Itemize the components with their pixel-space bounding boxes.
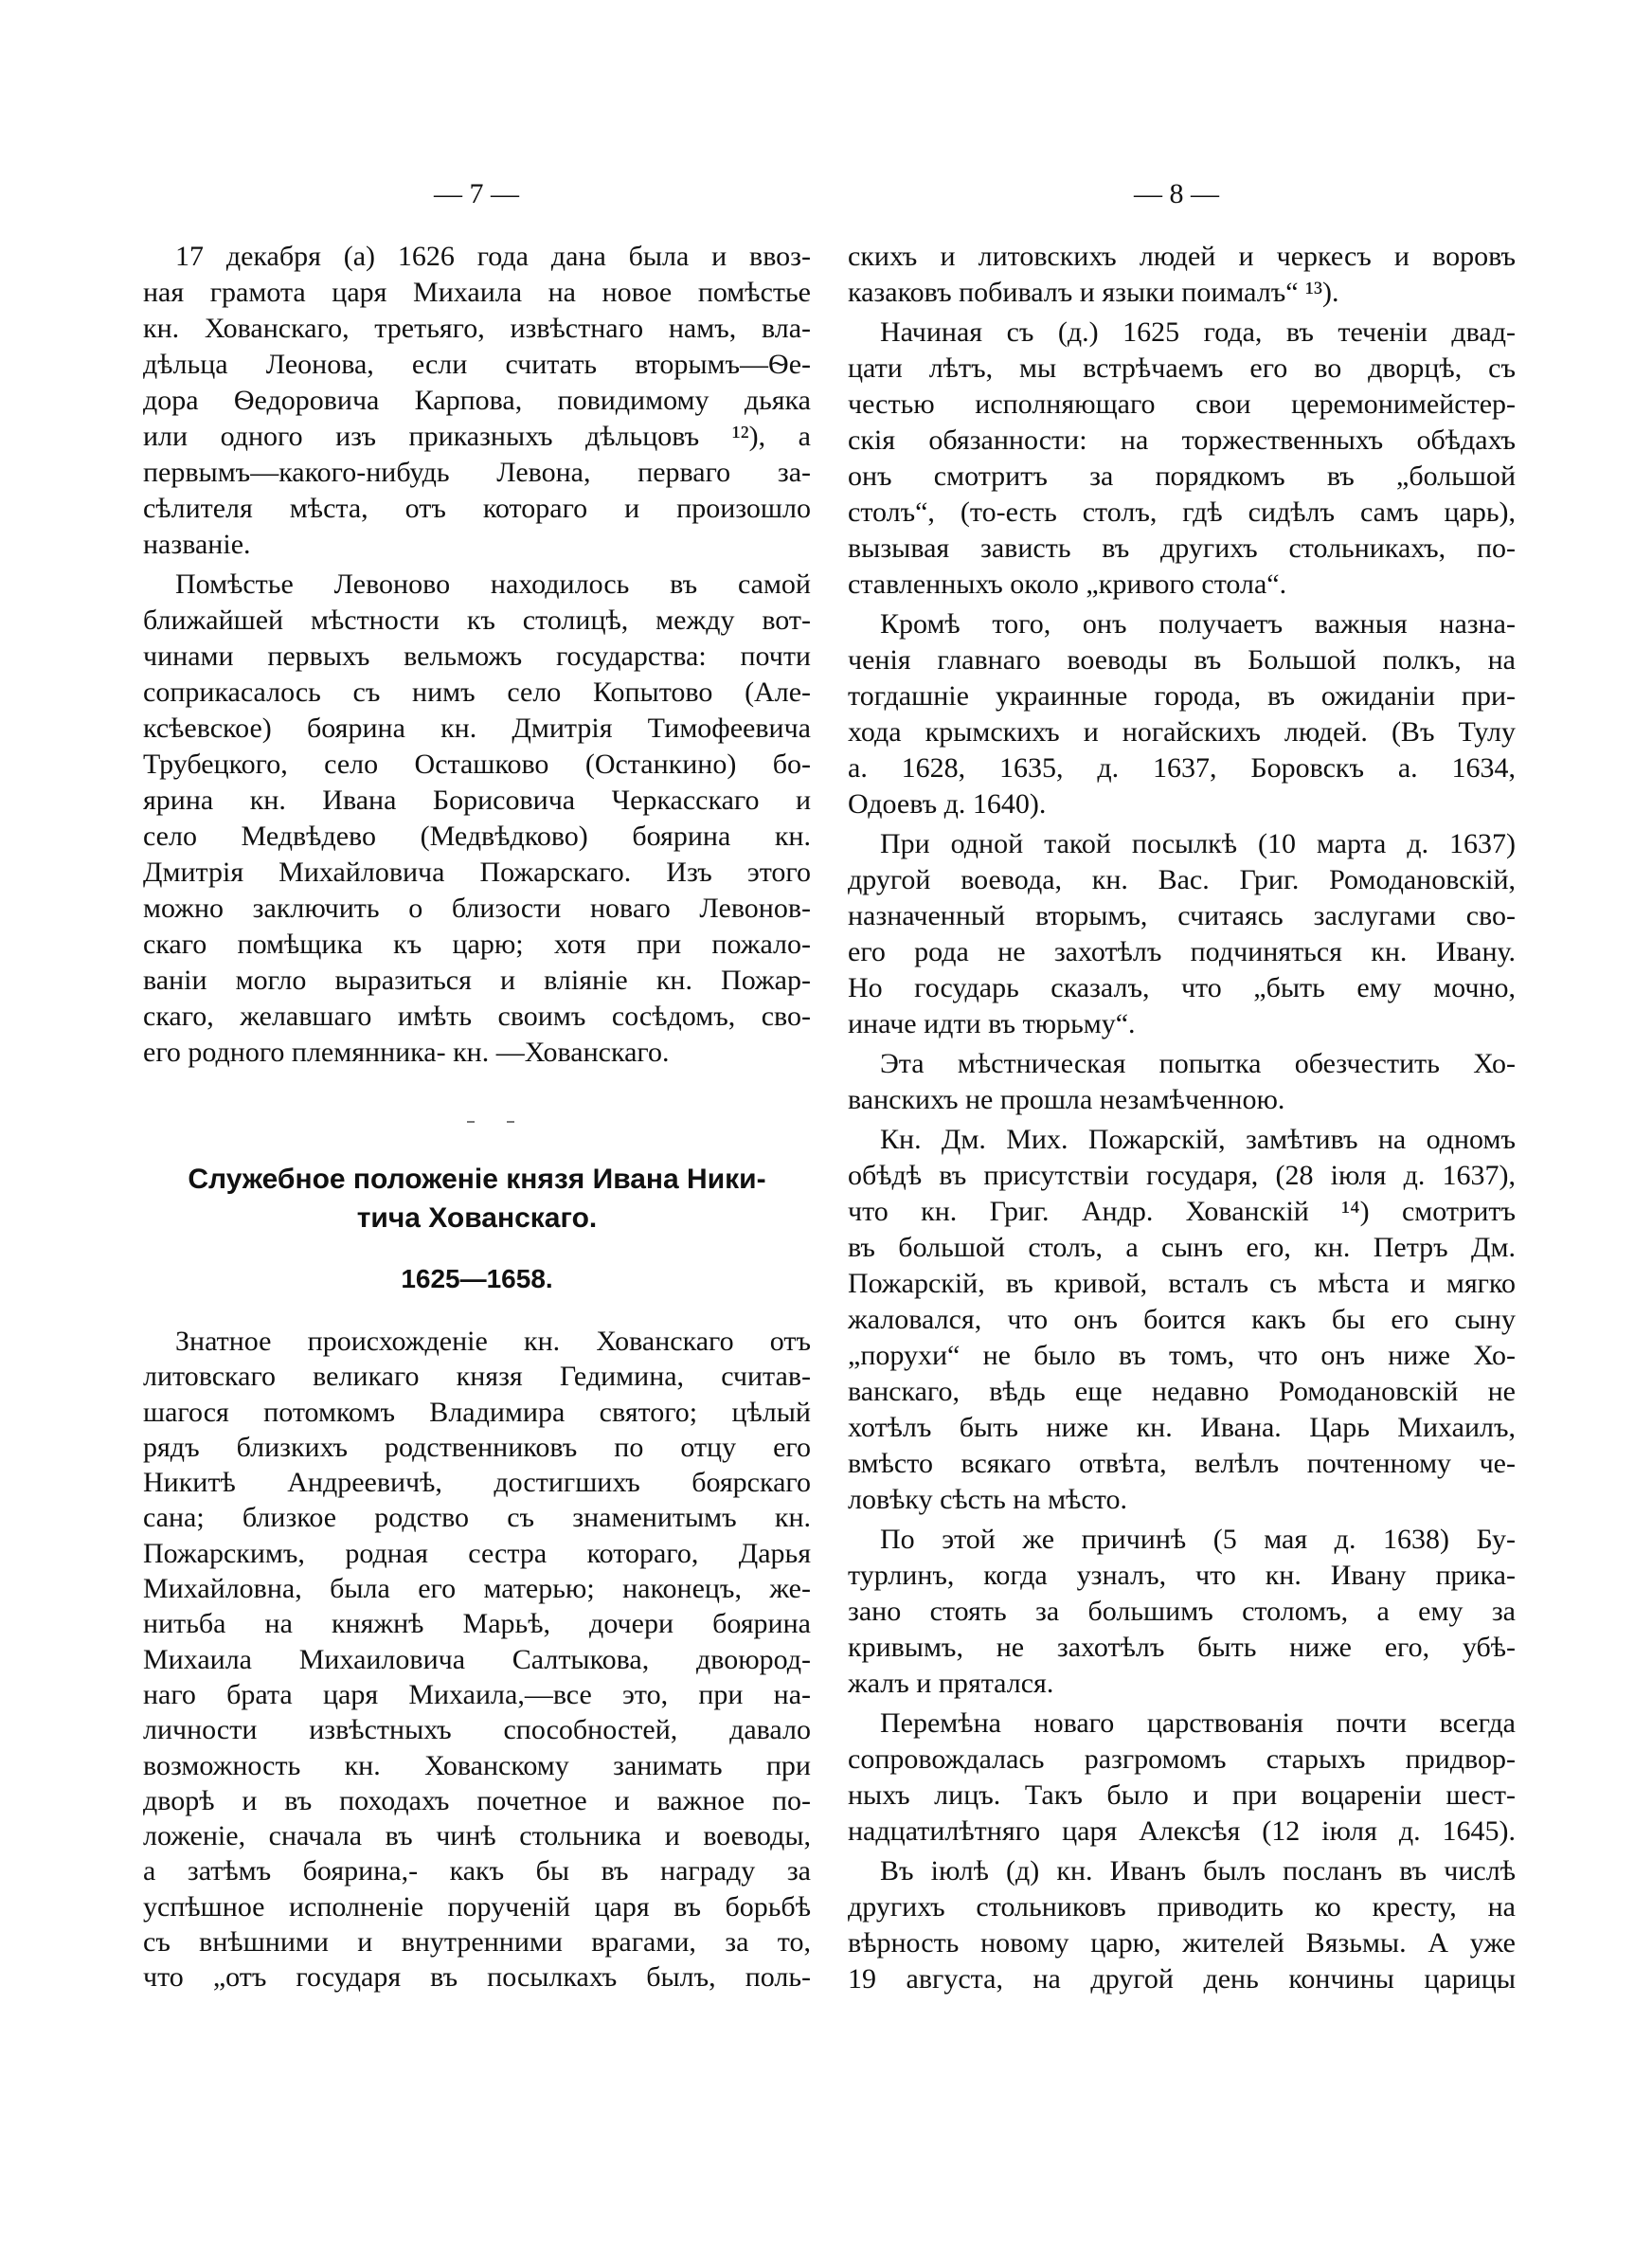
text-line: ванскаго, вѣдь еще недавно Ромодановскій не: [848, 1376, 1516, 1407]
text-line: столъ“, (то-есть столъ, гдѣ сидѣлъ самъ царь),: [848, 497, 1516, 528]
text-line: Въ іюлѣ (д) кн. Иванъ былъ посланъ въ числѣ: [880, 1855, 1516, 1887]
page-number-right: — 8 —: [1134, 178, 1219, 209]
text-line: его родного племянника- кн. —Хованскаго.: [143, 1037, 670, 1068]
paragraph: [143, 1324, 811, 1995]
text-line: казаковъ побивалъ и языки поималъ“ ¹³).: [848, 277, 1339, 308]
text-line: ванскихъ не прошла незамѣченною.: [848, 1084, 1285, 1115]
page-number-left: — 7 —: [434, 178, 519, 209]
text-line: соприкасалось съ нимъ село Копытово (Але-: [143, 677, 811, 708]
paragraph: [143, 239, 811, 563]
text-line: ченія главнаго воеводы въ Большой полкъ, на: [848, 644, 1516, 676]
text-line: нитьба на княжнѣ Марьѣ, дочери боярина: [143, 1608, 811, 1640]
text-line: вмѣсто всякаго отвѣта, велѣлъ почтенному че-: [848, 1448, 1516, 1479]
text-line: Но государь сказалъ, что „быть ему мочно,: [848, 972, 1516, 1003]
text-line: жалъ и прятался.: [848, 1668, 1054, 1699]
text-line: кн. Хованскаго, третьяго, извѣстнаго намъ, вла-: [143, 313, 811, 344]
text-line: чинами первыхъ вельможъ государства: почти: [143, 641, 811, 672]
text-line: ловѣку сѣсть на мѣсто.: [848, 1484, 1127, 1515]
text-line: личности извѣстныхъ способностей, давало: [143, 1714, 811, 1746]
text-line: Кромѣ того, онъ получаетъ важныя назна-: [880, 608, 1516, 640]
text-line: Эта мѣстническая попытка обезчестить Хо-: [880, 1048, 1516, 1079]
text-line: что „отъ государя въ посылкахъ былъ, поль-: [143, 1961, 811, 1994]
text-line: иначе идти въ тюрьму“.: [848, 1008, 1136, 1039]
text-line: хода крымскихъ и ногайскихъ людей. (Въ Тулу: [848, 716, 1516, 748]
text-line: или одного изъ приказныхъ дѣльцовъ ¹²), а: [143, 421, 811, 452]
text-line: наго брата царя Михаила,—все это, при на-: [143, 1678, 811, 1710]
text-line: жаловался, что онъ боится какъ бы его сыну: [848, 1304, 1516, 1335]
text-line: тогдашніе украинные города, въ ожиданіи при-: [848, 680, 1516, 712]
text-line: Перемѣна новаго царствованія почти всегда: [880, 1707, 1516, 1739]
text-line: рядъ близкихъ родственниковъ по отцу его: [143, 1431, 811, 1463]
text-line: Дмитрія Михайловича Пожарскаго. Изъ этого: [143, 857, 811, 888]
text-line: турлинъ, когда узналъ, что кн. Ивану прика-: [848, 1560, 1516, 1591]
paragraph: [848, 1522, 1516, 1702]
text-line: шагося потомкомъ Владимира святого; цѣлый: [143, 1396, 811, 1428]
text-line: вызывая зависть въ другихъ стольникахъ, по-: [848, 533, 1516, 564]
text-line: 19 августа, на другой день кончины царицы: [848, 1963, 1516, 1995]
text-line: Никитѣ Андреевичѣ, достигшихъ боярскаго: [143, 1467, 811, 1499]
text-line: Трубецкого, село Осташково (Останкино) бо-: [143, 749, 811, 780]
text-line: село Медвѣдево (Медвѣдково) боярина кн.: [143, 821, 811, 852]
text-line: Пожарскимъ, родная сестра котораго, Дарья: [143, 1537, 811, 1569]
text-line: его рода не захотѣлъ подчиняться кн. Ивану.: [848, 936, 1516, 967]
paragraph: [848, 315, 1516, 603]
text-line: 17 декабря (а) 1626 года дана была и ввоз-: [175, 241, 811, 272]
text-line: При одной такой посылкѣ (10 марта д. 1637): [880, 828, 1516, 859]
text-line: ваніи могло выразиться и вліяніе кн. Пожар-: [143, 965, 811, 996]
text-line: ближайшей мѣстности къ столицѣ, между вот-: [143, 605, 811, 636]
text-line: успѣшное исполненіе порученій царя въ борьбѣ: [143, 1890, 811, 1923]
text-line: ложеніе, сначала въ чинѣ стольника и воеводы,: [143, 1820, 811, 1852]
paragraph: [848, 239, 1516, 311]
text-line: вѣрность новому царю, жителей Вязьмы. А уже: [848, 1927, 1516, 1959]
text-line: ная грамота царя Михаила на новое помѣстье: [143, 277, 811, 308]
left-column-top-text: [143, 239, 811, 1074]
text-line: дворѣ и въ походахъ почетное и важное по-: [143, 1784, 811, 1816]
text-line: зано стоять за большимъ столомъ, а ему за: [848, 1596, 1516, 1627]
text-line: можно заключить о близости новаго Левонов-: [143, 893, 811, 924]
text-line: другой воевода, кн. Вас. Григ. Ромодановскій,: [848, 864, 1516, 895]
text-line: первымъ—какого-нибудь Левона, перваго за-: [143, 457, 811, 488]
text-line: ксѣевское) боярина кн. Дмитрія Тимофеевича: [143, 713, 811, 744]
text-line: съ внѣшними и внутренними врагами, за то,: [143, 1926, 811, 1959]
text-line: ярина кн. Ивана Борисовича Черкасскаго и: [143, 785, 811, 816]
text-line: Пожарскій, въ кривой, всталъ съ мѣста и мягко: [848, 1268, 1516, 1299]
text-line: другихъ стольниковъ приводить ко кресту, на: [848, 1891, 1516, 1923]
text-line: а затѣмъ боярина,- какъ бы въ награду за: [143, 1855, 811, 1887]
text-line: назначенный вторымъ, считаясь заслугами сво-: [848, 900, 1516, 931]
text-line: дора Ѳедоровича Карпова, повидимому дьяка: [143, 385, 811, 416]
text-line: сѣлителя мѣста, отъ котораго и произошло: [143, 493, 811, 524]
right-column-text: [848, 239, 1516, 2001]
text-line: скія обязанности: на торжественныхъ обѣдахъ: [848, 424, 1516, 456]
section-heading-line: Служебное положеніе князя Ивана Ники-: [188, 1164, 766, 1195]
text-line: „порухи“ не было въ томъ, что онъ ниже Хо-: [848, 1340, 1516, 1371]
text-line: честью исполняющаго свои церемонимейстер-: [848, 388, 1516, 420]
text-line: названіе.: [143, 529, 251, 560]
text-line: литовскаго великаго князя Гедимина, считав-: [143, 1361, 811, 1393]
text-line: скаго, желавшаго имѣть своимъ сосѣдомъ, сво-: [143, 1001, 811, 1032]
text-line: Помѣстье Левоново находилось въ самой: [175, 569, 811, 600]
paragraph: [143, 567, 811, 1071]
text-line: цати лѣтъ, мы встрѣчаемъ его во дворцѣ, съ: [848, 352, 1516, 384]
text-line: надцатилѣтняго царя Алексѣя (12 іюля д. 1645).: [848, 1815, 1516, 1847]
text-line: что кн. Григ. Андр. Хованскій ¹⁴) смотритъ: [848, 1196, 1516, 1227]
text-line: а. 1628, 1635, д. 1637, Боровскъ а. 1634,: [848, 752, 1516, 784]
text-line: дѣльца Леонова, если считать вторымъ—Ѳе-: [143, 349, 811, 380]
section-heading: [143, 1160, 811, 1237]
text-line: Начиная съ (д.) 1625 года, въ теченіи двад-: [880, 316, 1516, 348]
text-line: возможность кн. Хованскому занимать при: [143, 1749, 811, 1781]
text-line: Кн. Дм. Мих. Пожарскій, замѣтивъ на одномъ: [880, 1124, 1516, 1155]
text-line: Михайловна, была его матерью; наконецъ, же-: [143, 1573, 811, 1605]
text-line: Знатное происхожденіе кн. Хованскаго отъ: [175, 1326, 811, 1357]
left-column-bottom-text: [143, 1324, 811, 1999]
text-line: По этой же причинѣ (5 мая д. 1638) Бу-: [880, 1524, 1516, 1555]
section-divider: [467, 1121, 514, 1123]
section-years: 1625—1658.: [401, 1264, 553, 1293]
paragraph: [848, 1122, 1516, 1518]
paragraph: [848, 1706, 1516, 1850]
paragraph: [848, 826, 1516, 1042]
paragraph: [848, 606, 1516, 822]
text-line: скихъ и литовскихъ людей и черкесъ и воровъ: [848, 241, 1516, 272]
text-line: сопровождалась разгромомъ старыхъ придвор-: [848, 1743, 1516, 1775]
text-line: онъ смотритъ за порядкомъ въ „большой: [848, 460, 1516, 492]
text-line: въ большой столъ, а сынъ его, кн. Петръ Дм.: [848, 1232, 1516, 1263]
text-line: обѣдѣ въ присутствіи государя, (28 іюля д. 1637),: [848, 1160, 1516, 1191]
text-line: хотѣлъ быть ниже кн. Ивана. Царь Михаилъ,: [848, 1412, 1516, 1443]
text-line: ныхъ лицъ. Такъ было и при воцареніи шест-: [848, 1779, 1516, 1811]
text-line: кривымъ, не захотѣлъ быть ниже его, убѣ-: [848, 1632, 1516, 1663]
paragraph: [848, 1853, 1516, 1997]
text-line: скаго помѣщика къ царю; хотя при пожало-: [143, 929, 811, 960]
text-line: Одоевъ д. 1640).: [848, 788, 1047, 820]
text-line: ставленныхъ около „кривого стола“.: [848, 569, 1287, 600]
section-heading-line: тича Хованскаго.: [356, 1202, 598, 1234]
text-line: Михаила Михаиловича Салтыкова, двоюрод-: [143, 1643, 811, 1675]
text-line: сана; близкое родство съ знаменитымъ кн.: [143, 1502, 811, 1534]
paragraph: [848, 1046, 1516, 1118]
